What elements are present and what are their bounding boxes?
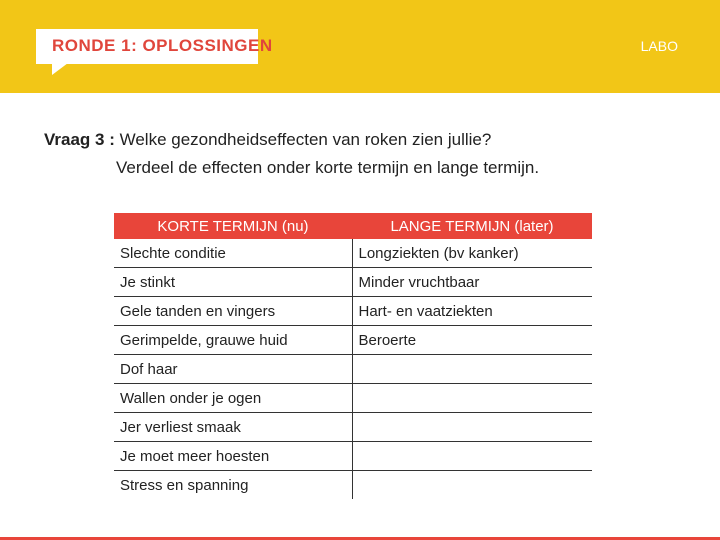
table-row — [114, 471, 592, 500]
question-label: Vraag 3 : — [44, 130, 115, 149]
cell-long-term: Beroerte — [352, 326, 592, 355]
cell-short-term: Wallen onder je ogen — [114, 384, 352, 413]
cell-short-term: Je stinkt — [114, 268, 352, 297]
table-row — [114, 239, 592, 268]
cell-long-term: Hart- en vaatziekten — [352, 297, 592, 326]
cell-long-term — [352, 384, 592, 413]
cell-long-term — [352, 471, 592, 500]
table-row — [114, 384, 592, 413]
table-header-row — [114, 213, 592, 239]
table-row — [114, 326, 592, 355]
section-label: LABO — [640, 38, 678, 54]
cell-long-term: Minder vruchtbaar — [352, 268, 592, 297]
cell-long-term — [352, 355, 592, 384]
page-title: RONDE 1: OPLOSSINGEN — [52, 36, 273, 55]
cell-short-term: Gerimpelde, grauwe huid — [114, 326, 352, 355]
table-row — [114, 297, 592, 326]
cell-short-term: Jer verliest smaak — [114, 413, 352, 442]
cell-long-term — [352, 442, 592, 471]
cell-long-term: Longziekten (bv kanker) — [352, 239, 592, 268]
header-short-term: KORTE TERMIJN (nu) — [114, 213, 352, 239]
cell-short-term: Slechte conditie — [114, 239, 352, 268]
table-row — [114, 413, 592, 442]
cell-long-term — [352, 413, 592, 442]
effects-table — [114, 213, 592, 499]
cell-short-term: Je moet meer hoesten — [114, 442, 352, 471]
table-row — [114, 442, 592, 471]
cell-short-term: Gele tanden en vingers — [114, 297, 352, 326]
header-long-term: LANGE TERMIJN (later) — [352, 213, 592, 239]
question-text: Welke gezondheidseffecten van roken zien jullie? — [119, 130, 492, 149]
table-row — [114, 355, 592, 384]
callout-tail — [52, 63, 68, 75]
cell-short-term: Stress en spanning — [120, 476, 249, 494]
question-line-2: Verdeel de effecten onder korte termijn en lange termijn. — [116, 158, 540, 177]
cell-short-term: Dof haar — [114, 355, 352, 384]
table-row — [114, 268, 592, 297]
question-line-1 — [44, 127, 491, 152]
